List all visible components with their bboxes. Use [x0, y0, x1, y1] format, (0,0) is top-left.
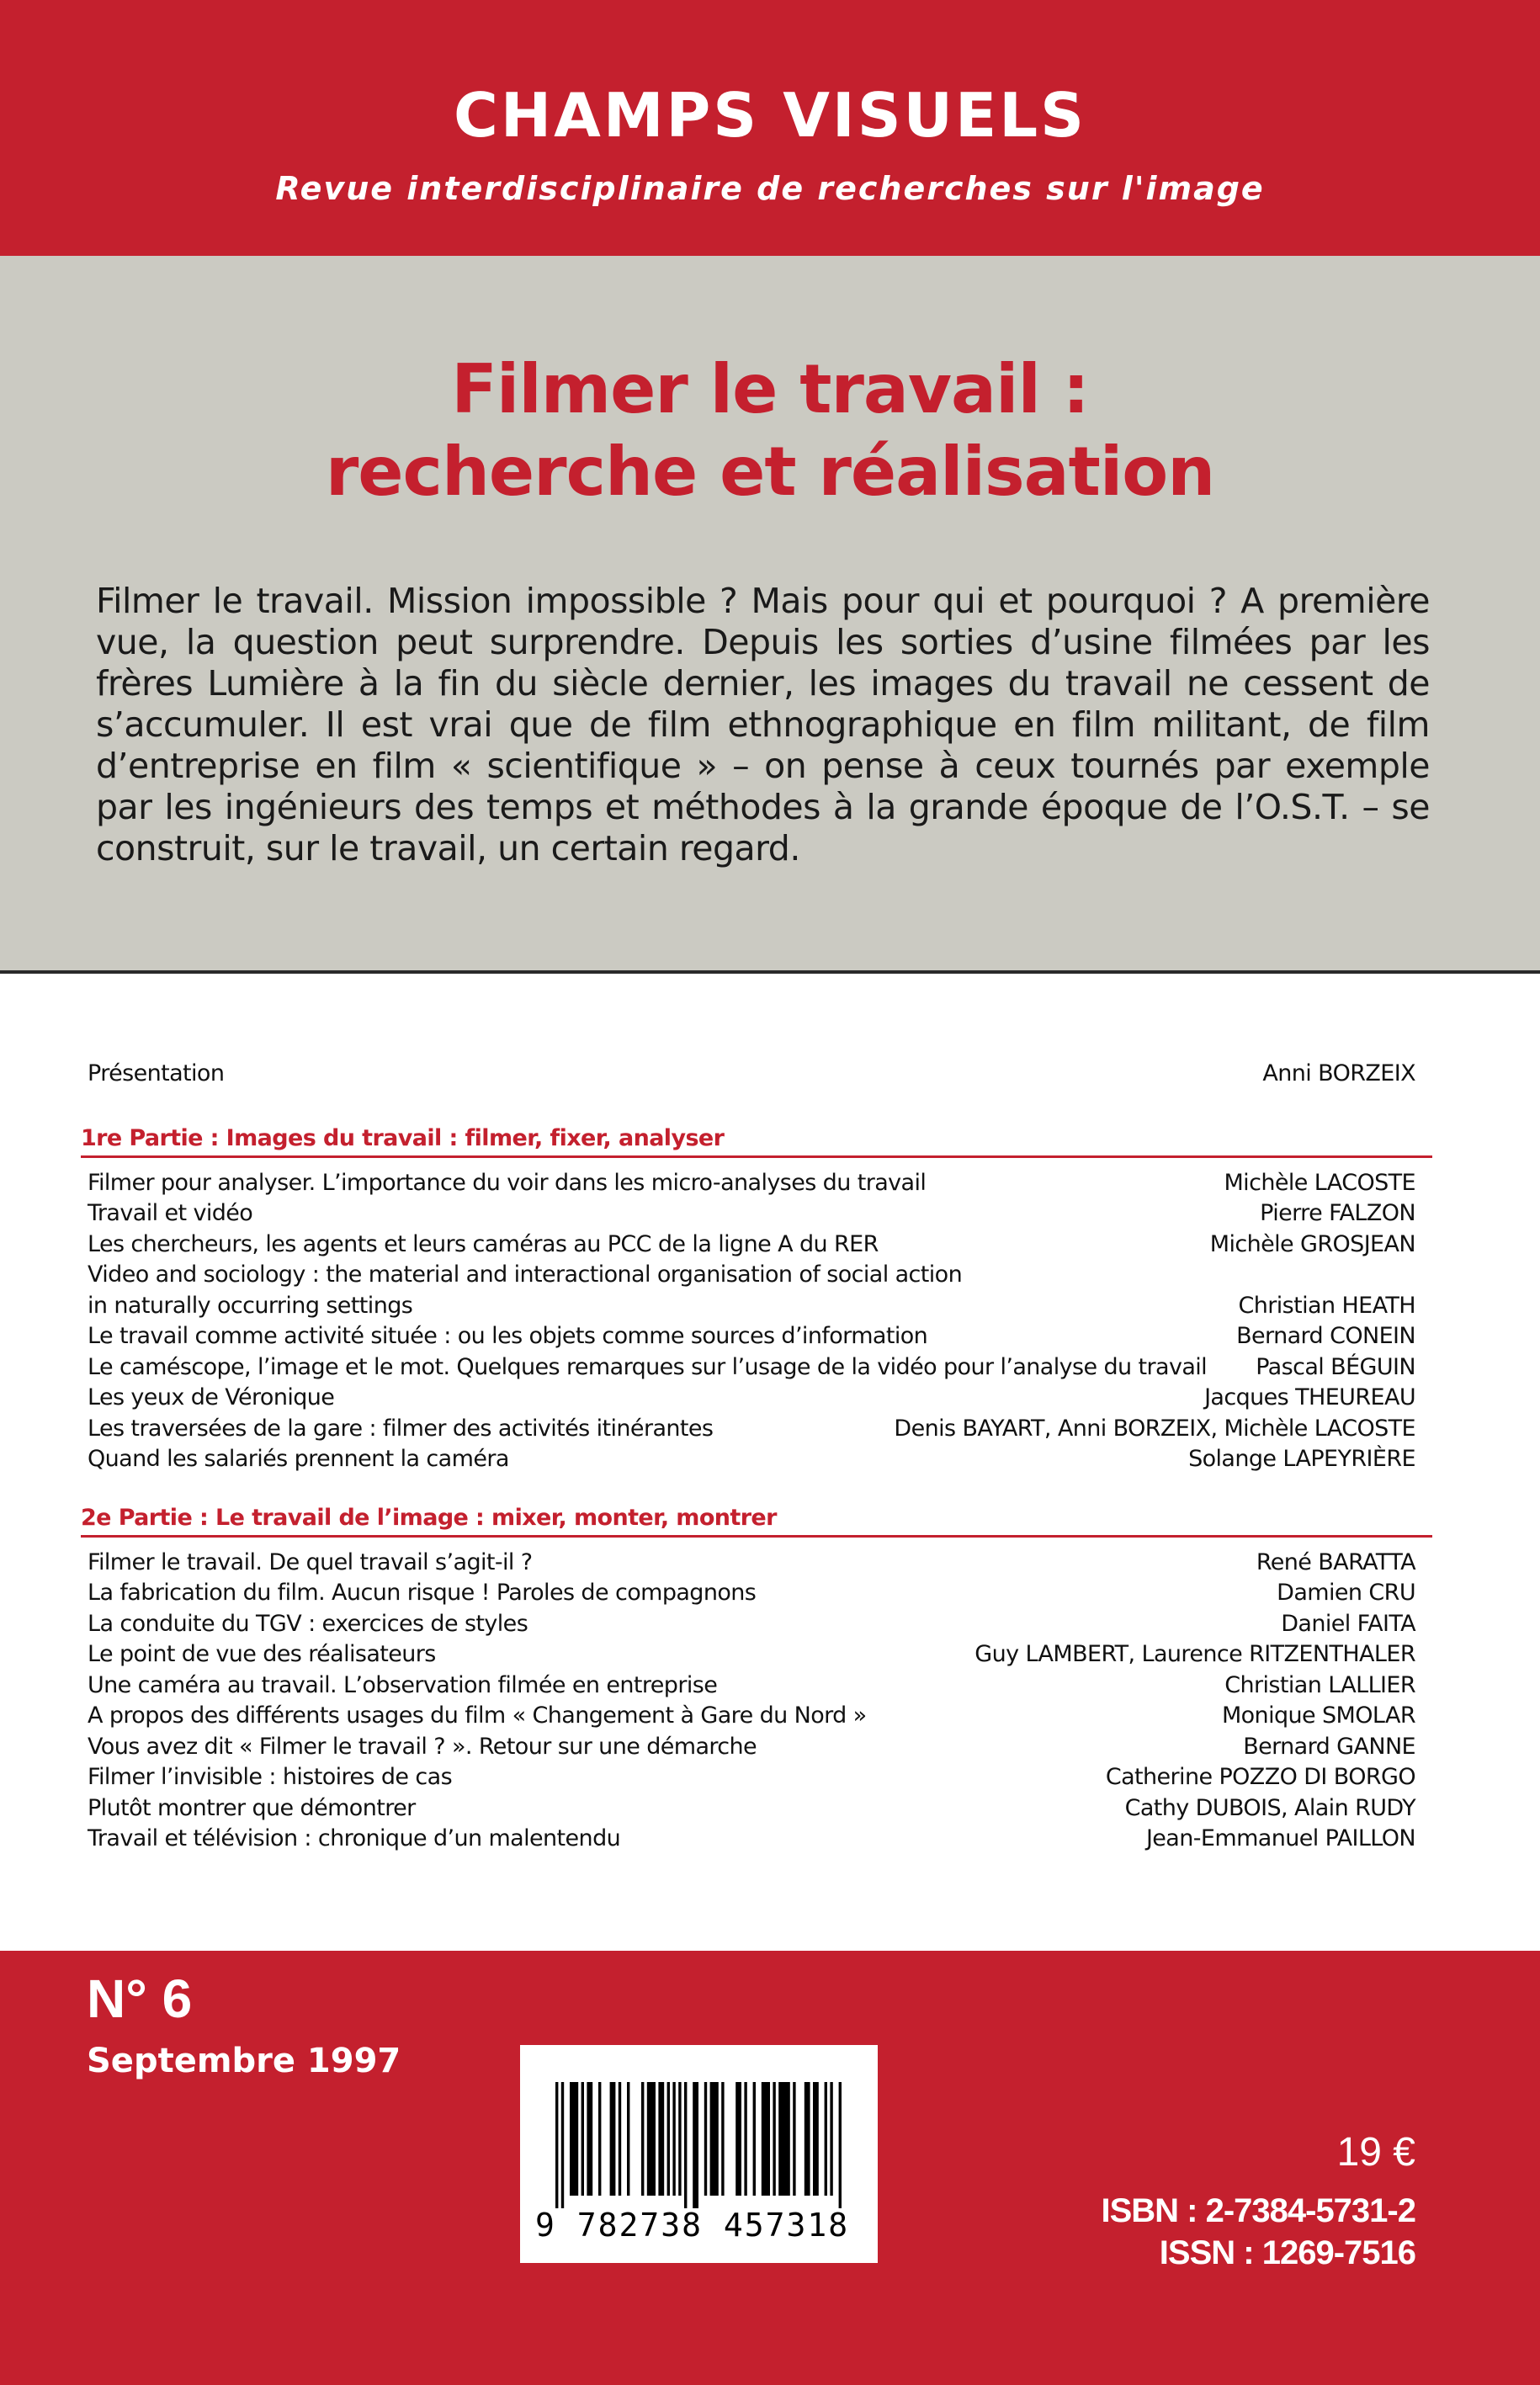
- barcode-bar: [647, 2082, 656, 2196]
- barcode-bar: [744, 2082, 746, 2196]
- toc-title: Le caméscope, l’image et le mot. Quelques remarques sur l’usage de la vidéo pour l’analyse du travail: [88, 1353, 1208, 1380]
- toc-author: René BARATTA: [1256, 1548, 1415, 1575]
- toc-author: Christian LALLIER: [1224, 1671, 1415, 1698]
- toc-row: [81, 1444, 1432, 1475]
- barcode-bar: [684, 2082, 687, 2208]
- toc-author: Daniel FAITA: [1281, 1610, 1415, 1637]
- part1-heading: 1re Partie : Images du travail : filmer, fixer, analyser: [81, 1124, 1432, 1158]
- toc-row: [81, 1260, 1432, 1291]
- toc-row: [81, 1291, 1432, 1322]
- toc-row: [81, 1732, 1432, 1763]
- toc-title: in naturally occurring settings: [88, 1292, 413, 1319]
- toc-row: [81, 1824, 1432, 1855]
- toc-author: Michèle GROSJEAN: [1209, 1230, 1415, 1257]
- issue-title: [0, 348, 1540, 513]
- toc-title: Filmer l’invisible : histoires de cas: [88, 1764, 453, 1790]
- barcode-bar: [678, 2082, 681, 2196]
- part2-heading: 2e Partie : Le travail de l’image : mixer, monter, montrer: [81, 1504, 1432, 1538]
- barcode-bar: [825, 2082, 827, 2196]
- toc-author: Pierre FALZON: [1260, 1200, 1415, 1226]
- toc-row: [81, 1230, 1432, 1261]
- barcode-bar: [667, 2082, 670, 2196]
- toc-author: Michèle LACOSTE: [1224, 1169, 1415, 1196]
- toc-row: [81, 1198, 1432, 1230]
- toc-author: Monique SMOLAR: [1221, 1702, 1415, 1729]
- toc-author: Solange LAPEYRIÈRE: [1188, 1446, 1415, 1472]
- barcode-bar: [619, 2082, 621, 2196]
- barcode: [520, 2045, 878, 2263]
- barcode-bar: [598, 2082, 601, 2196]
- barcode-number: 9 782738 457318: [535, 2207, 850, 2244]
- isbn: ISBN : 2-7384-5731-2: [1101, 2192, 1415, 2229]
- barcode-bar: [570, 2082, 578, 2196]
- header-band: [0, 0, 1540, 256]
- toc-row: [81, 1793, 1432, 1825]
- barcode-bars: [555, 2082, 842, 2208]
- toc-title: Les traversées de la gare : filmer des activités itinérantes: [88, 1415, 714, 1442]
- barcode-bar: [721, 2082, 724, 2196]
- barcode-bar: [581, 2082, 584, 2196]
- toc-row: [81, 1762, 1432, 1793]
- toc-author: Jean-Emmanuel PAILLON: [1145, 1825, 1415, 1851]
- barcode-bar: [658, 2082, 664, 2196]
- toc-title: A propos des différents usages du film « Changement à Gare du Nord »: [88, 1702, 867, 1729]
- toc-author: Anni BORZEIX: [1262, 1060, 1415, 1086]
- toc-author: Denis BAYART, Anni BORZEIX, Michèle LACOSTE: [894, 1415, 1415, 1442]
- barcode-bar: [778, 2082, 790, 2196]
- toc-row: [81, 1383, 1432, 1414]
- barcode-bar: [561, 2082, 564, 2208]
- journal-title: CHAMPS VISUELS: [454, 80, 1086, 151]
- toc-title: Filmer le travail. De quel travail s’agit-il ?: [88, 1548, 533, 1575]
- barcode-bar: [627, 2082, 629, 2196]
- toc-row: [81, 1414, 1432, 1445]
- barcode-bar: [735, 2082, 741, 2196]
- toc-author: Guy LAMBERT, Laurence RITZENTHALER: [974, 1641, 1415, 1667]
- part2-list: [81, 1548, 1432, 1855]
- barcode-bar: [641, 2082, 644, 2196]
- toc-title: Une caméra au travail. L’observation filmée en entreprise: [88, 1671, 718, 1698]
- toc-title: La fabrication du film. Aucun risque ! Paroles de compagnons: [88, 1580, 757, 1606]
- barcode-bar: [672, 2082, 675, 2196]
- barcode-bar: [762, 2082, 770, 2196]
- toc-row: [81, 1168, 1432, 1199]
- toc-row: [81, 1578, 1432, 1609]
- toc-title: Video and sociology : the material and interactional organisation of social action: [88, 1262, 963, 1288]
- toc-title: Quand les salariés prennent la caméra: [88, 1446, 509, 1472]
- issue-title-line: Filmer le travail :: [451, 350, 1089, 428]
- toc-author: Pascal BÉGUIN: [1256, 1353, 1415, 1380]
- barcode-bar: [704, 2082, 707, 2196]
- toc-row: [81, 1548, 1432, 1579]
- toc-title: Le travail comme activité située : ou les objets comme sources d’information: [88, 1323, 928, 1349]
- toc-title: Travail et vidéo: [88, 1200, 253, 1226]
- price: 19 €: [1336, 2130, 1415, 2175]
- toc-title: Plutôt montrer que démontrer: [88, 1794, 416, 1821]
- toc-author: Jacques THEUREAU: [1204, 1384, 1415, 1410]
- barcode-bar: [710, 2082, 719, 2196]
- toc-author: Damien CRU: [1277, 1580, 1415, 1606]
- issue-number: N° 6: [87, 1968, 193, 2029]
- table-of-contents: [81, 1059, 1432, 1855]
- toc-title: Filmer pour analyser. L’importance du voir dans les micro-analyses du travail: [88, 1169, 927, 1196]
- toc-title: Le point de vue des réalisateurs: [88, 1641, 436, 1667]
- barcode-bar: [805, 2082, 810, 2196]
- toc-row: [81, 1701, 1432, 1732]
- issn: ISSN : 1269-7516: [1159, 2234, 1415, 2271]
- barcode-bar: [830, 2082, 832, 2196]
- summary-panel: [0, 256, 1540, 974]
- toc-title: La conduite du TGV : exercices de styles: [88, 1610, 528, 1637]
- barcode-bar: [693, 2082, 698, 2208]
- toc-row: [81, 1609, 1432, 1640]
- toc-author: Christian HEATH: [1238, 1292, 1415, 1319]
- toc-author: Bernard CONEIN: [1236, 1323, 1415, 1349]
- toc-title: Présentation: [88, 1060, 225, 1086]
- barcode-bar: [555, 2082, 558, 2208]
- toc-title: Les chercheurs, les agents et leurs caméras au PCC de la ligne A du RER: [88, 1230, 879, 1257]
- part1-list: [81, 1168, 1432, 1475]
- abstract: Filmer le travail. Mission impossible ? Mais pour qui et pourquoi ? A première vue, la question peut surprendre. Depuis les sorties d’usine filmées par les frères Lumière à la fin du siècle dernier, les images du travail ne cessent de s’accumuler. Il est vrai que de film ethnographique en film militant, de film d’entreprise en film « scientifique » – on pense à ceux tournés par exemple par les ingénieurs des temps et méthodes à la grande époque de l’O.S.T. – se construit, sur le travail, un certain regard.: [96, 581, 1430, 868]
- toc-author: Cathy DUBOIS, Alain RUDY: [1124, 1794, 1415, 1821]
- barcode-bar: [753, 2082, 756, 2196]
- footer-band: [0, 1951, 1540, 2385]
- toc-row: [81, 1352, 1432, 1384]
- toc-author: Bernard GANNE: [1243, 1733, 1415, 1760]
- barcode-bar: [813, 2082, 819, 2196]
- toc-row: [81, 1639, 1432, 1671]
- barcode-bar: [793, 2082, 795, 2196]
- journal-subtitle: Revue interdisciplinaire de recherches sur l'image: [275, 170, 1265, 207]
- barcode-bar: [610, 2082, 616, 2196]
- toc-title: Vous avez dit « Filmer le travail ? ». Retour sur une démarche: [88, 1733, 757, 1760]
- toc-author: Catherine POZZO DI BORGO: [1105, 1764, 1415, 1790]
- barcode-bar: [773, 2082, 775, 2196]
- issue-title-line: recherche et réalisation: [325, 433, 1215, 511]
- barcode-bar: [587, 2082, 592, 2196]
- toc-title: Les yeux de Véronique: [88, 1384, 335, 1410]
- issue-date: Septembre 1997: [87, 2042, 401, 2080]
- toc-row: [81, 1671, 1432, 1702]
- toc-row-presentation: [81, 1059, 1432, 1090]
- toc-row: [81, 1321, 1432, 1352]
- toc-title: Travail et télévision : chronique d’un malentendu: [88, 1825, 621, 1851]
- barcode-bar: [839, 2082, 842, 2208]
